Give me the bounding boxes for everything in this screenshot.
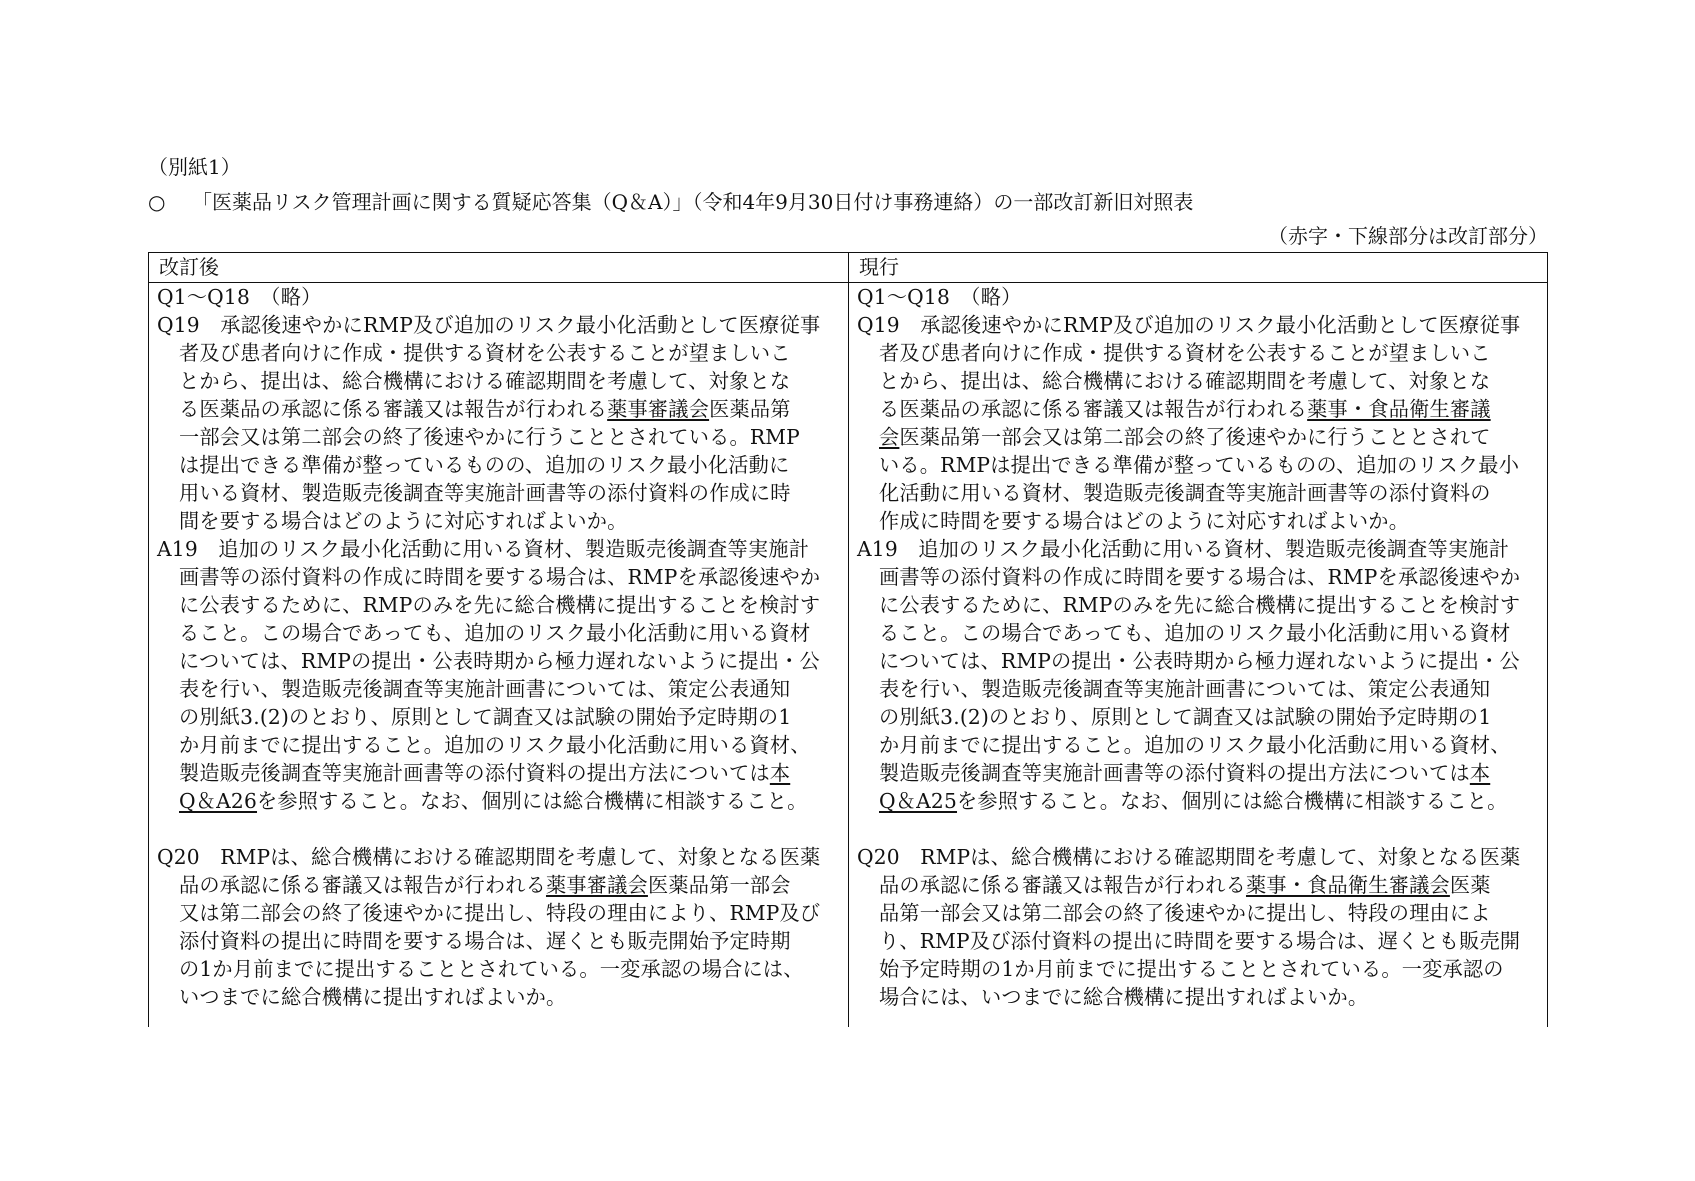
text-line [857,759,1547,787]
text-line: ること。この場合であっても、追加のリスク最小化活動に用いる資材 [179,621,811,645]
revised-underlined-text: 薬事・食品衛生審議会 [1245,873,1450,897]
text-line: A19 追加のリスク最小化活動に用いる資材、製造販売後調査等実施計 [857,537,1510,561]
text-line: 一部会又は第二部会の終了後速やかに行うこととされている。RMP [179,425,800,449]
appendix-label: （別紙1） [148,155,241,179]
revised-underlined-text: 会 [879,425,900,449]
text-line: り、RMP及び添付資料の提出に時間を要する場合は、遅くとも販売開 [879,929,1521,953]
text-line: に公表するために、RMPのみを先に総合機構に提出することを検討す [179,593,821,617]
text-line: 者及び患者向けに作成・提供する資材を公表することが望ましいこ [179,341,791,365]
text-segment: 製造販売後調査等実施計画書等の添付資料の提出方法については [179,761,770,785]
q20-block [857,843,1547,1011]
text-line: については、RMPの提出・公表時期から極力遅れないように提出・公 [179,649,820,673]
revised-underlined-text: 薬事審議会 [545,873,648,897]
revised-underlined-text: 本 [769,761,791,785]
text-segment: を参照すること。なお、個別には総合機構に相談すること。 [257,789,808,813]
text-line: 画書等の添付資料の作成に時間を要する場合は、RMPを承認後速やか [879,565,1521,589]
text-line: か月前までに提出すること。追加のリスク最小化活動に用いる資材、 [179,733,811,757]
table-header-row [149,253,1547,283]
document-title [148,188,1193,216]
text-segment: 品の承認に係る審議又は報告が行われる [179,873,546,897]
text-segment: る医薬品の承認に係る審議又は報告が行われる [179,397,608,421]
column-divider [848,253,849,1027]
omitted-note: Q1～Q18 （略） [857,285,1022,309]
text-segment: を参照すること。なお、個別には総合機構に相談すること。 [957,789,1508,813]
text-line: は提出できる準備が整っているものの、追加のリスク最小化活動に [179,453,790,477]
text-line [157,871,847,899]
revised-underlined-text: Q＆A25 [879,789,958,813]
text-segment: 製造販売後調査等実施計画書等の添付資料の提出方法については [879,761,1470,785]
text-line [157,395,847,423]
revised-underlined-text: 薬事審議会 [607,397,710,421]
text-line: 者及び患者向けに作成・提供する資材を公表することが望ましいこ [879,341,1491,365]
text-line: A19 追加のリスク最小化活動に用いる資材、製造販売後調査等実施計 [157,537,810,561]
a19-block [157,535,847,815]
revised-column [157,283,847,1011]
text-line: 品第一部会又は第二部会の終了後速やかに提出し、特段の理由によ [879,901,1491,925]
text-line: の別紙3.(2)のとおり、原則として調査又は試験の開始予定時期の1 [179,705,792,729]
text-segment: 医薬品第一部会又は第二部会の終了後速やかに行うこととされて [899,425,1491,449]
text-line: 表を行い、製造販売後調査等実施計画書については、策定公表通知 [179,677,791,701]
q20-block [157,843,847,1011]
q19-block [857,311,1547,535]
text-line: の別紙3.(2)のとおり、原則として調査又は試験の開始予定時期の1 [879,705,1492,729]
current-column [857,283,1547,1011]
text-line: ること。この場合であっても、追加のリスク最小化活動に用いる資材 [879,621,1511,645]
text-line: 間を要する場合はどのように対応すればよいか。 [179,509,628,533]
text-line: とから、提出は、総合機構における確認期間を考慮して、対象とな [879,369,1491,393]
comparison-table [148,252,1548,1027]
text-line: 用いる資材、製造販売後調査等実施計画書等の添付資料の作成に時 [179,481,791,505]
circle-bullet-icon: ○ [148,190,166,214]
text-line [857,423,1547,451]
text-segment: る医薬品の承認に係る審議又は報告が行われる [879,397,1308,421]
q19-block [157,311,847,535]
text-segment: 品の承認に係る審議又は報告が行われる [879,873,1246,897]
text-line: 始予定時期の1か月前までに提出することとされている。一変承認の [879,957,1504,981]
text-segment: 医薬 [1449,873,1491,897]
text-line: いつまでに総合機構に提出すればよいか。 [179,985,567,1009]
text-line: 画書等の添付資料の作成に時間を要する場合は、RMPを承認後速やか [179,565,821,589]
revised-underlined-text: Q＆A26 [179,789,258,813]
text-line [157,787,847,815]
text-segment: 医薬品第一部会 [647,873,791,897]
omitted-note: Q1～Q18 （略） [157,285,322,309]
text-line: 作成に時間を要する場合はどのように対応すればよいか。 [879,509,1410,533]
text-line: か月前までに提出すること。追加のリスク最小化活動に用いる資材、 [879,733,1511,757]
text-line: Q19 承認後速やかにRMP及び追加のリスク最小化活動として医療従事 [857,313,1521,337]
text-line [157,759,847,787]
text-line: いる。RMPは提出できる準備が整っているものの、追加のリスク最小 [879,453,1520,477]
text-line: Q20 RMPは、総合機構における確認期間を考慮して、対象となる医薬 [857,845,1521,869]
text-line: に公表するために、RMPのみを先に総合機構に提出することを検討す [879,593,1521,617]
text-line: 又は第二部会の終了後速やかに提出し、特段の理由により、RMP及び [179,901,821,925]
header-current: 現行 [859,255,899,279]
text-line: の1か月前までに提出することとされている。一変承認の場合には、 [179,957,804,981]
revision-legend-note: （赤字・下線部分は改訂部分） [1268,224,1548,248]
revised-underlined-text: 薬事・食品衛生審議 [1307,397,1491,421]
text-line: 場合には、いつまでに総合機構に提出すればよいか。 [879,985,1369,1009]
a19-block [857,535,1547,815]
text-line: Q20 RMPは、総合機構における確認期間を考慮して、対象となる医薬 [157,845,821,869]
text-line: Q19 承認後速やかにRMP及び追加のリスク最小化活動として医療従事 [157,313,821,337]
text-line: 添付資料の提出に時間を要する場合は、遅くとも販売開始予定時期 [179,929,791,953]
revised-underlined-text: 本 [1469,761,1491,785]
text-line [857,871,1547,899]
text-line: については、RMPの提出・公表時期から極力遅れないように提出・公 [879,649,1520,673]
text-line [857,395,1547,423]
text-segment: 医薬品第 [709,397,791,421]
text-line: 表を行い、製造販売後調査等実施計画書については、策定公表通知 [879,677,1491,701]
text-line [857,787,1547,815]
document-title-text: 「医薬品リスク管理計画に関する質疑応答集（Q＆A）」（令和4年9月30日付け事務連絡）の一部改訂新旧対照表 [192,190,1194,214]
header-revised: 改訂後 [159,255,219,279]
text-line: 化活動に用いる資材、製造販売後調査等実施計画書等の添付資料の [879,481,1491,505]
text-line: とから、提出は、総合機構における確認期間を考慮して、対象とな [179,369,791,393]
